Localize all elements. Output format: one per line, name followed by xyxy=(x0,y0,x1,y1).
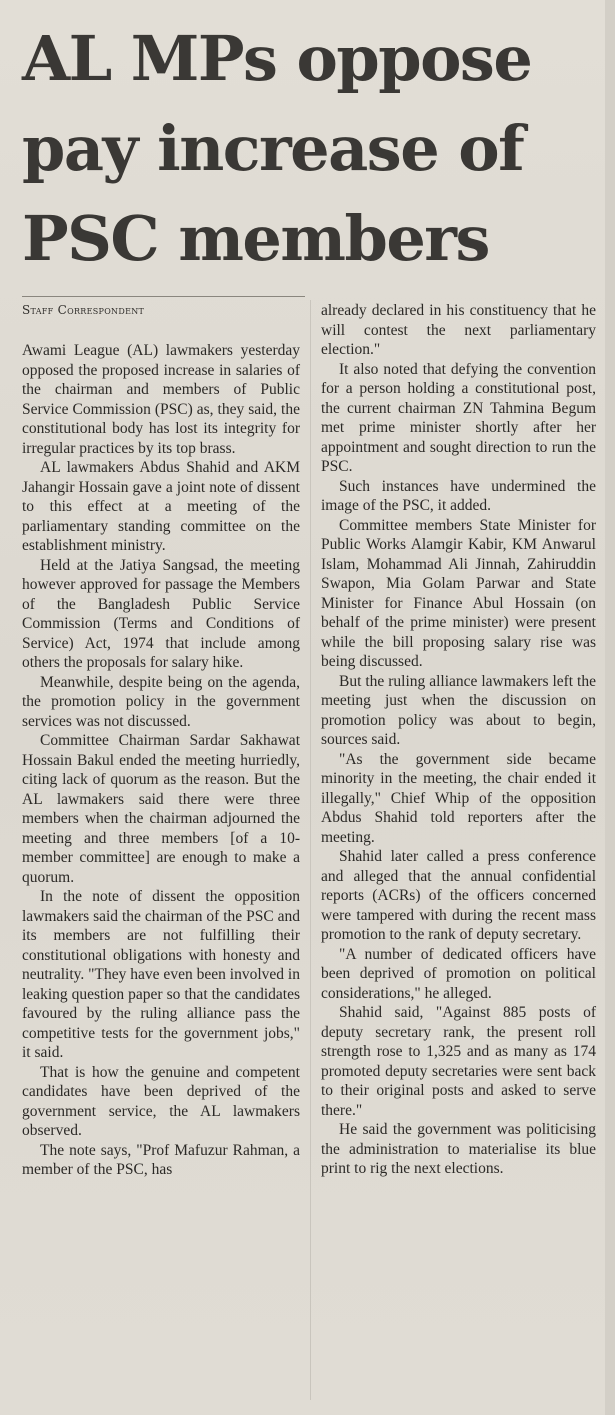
byline-rule xyxy=(22,296,305,297)
headline xyxy=(22,14,597,284)
paragraph: The note says, "Prof Mafuzur Rahman, a member of the PSC, has xyxy=(22,1141,300,1178)
page-edge xyxy=(605,0,615,1415)
paragraph: Such instances have undermined the image of the PSC, it added. xyxy=(321,477,596,514)
article-column-2 xyxy=(321,301,596,1179)
paragraph: AL lawmakers Abdus Shahid and AKM Jahangir Hossain gave a joint note of dissent to this effect at a meeting of the parliamentary standing committee on the establishment ministry. xyxy=(22,459,300,554)
column-divider xyxy=(310,300,311,1400)
paragraph: Meanwhile, despite being on the agenda, the promotion policy in the government services was not discussed. xyxy=(22,673,300,730)
article-column-1 xyxy=(22,341,300,1180)
paragraph: Committee members State Minister for Public Works Alamgir Kabir, KM Anwarul Islam, Mohammad Ali Jinnah, Zahiruddin Swapon, Mia Golam Parwar and State Minister for Finance Abul Hossain (on behalf of the prime minister) were present while the bill proposing salary rise was being discussed. xyxy=(321,516,596,670)
paragraph: "As the government side became minority in the meeting, the chair ended it illegally," Chief Whip of the opposition Abdus Shahid told reporters after the meeting. xyxy=(321,750,596,846)
paragraph: Committee Chairman Sardar Sakhawat Hossain Bakul ended the meeting hurriedly, citing lack of quorum as the reason. But the AL lawmakers said there were three members when the chairman adjourned the meeting and three members [of a 10-member committee] are enough to make a quorum. xyxy=(22,732,300,886)
paragraph: But the ruling alliance lawmakers left the meeting just when the discussion on promotion policy was about to begin, sources said. xyxy=(321,672,596,748)
paragraph-continued: already declared in his constituency that he will contest the next parliamentary election." xyxy=(321,302,596,358)
paragraph: Awami League (AL) lawmakers yesterday opposed the proposed increase in salaries of the chairman and members of Public Service Commission (PSC) as, they said, the constitutional body has lost its integrity for irregular practices by its top brass. xyxy=(22,342,300,457)
headline-line-2: pay increase of xyxy=(22,112,524,185)
byline: Staff Correspondent xyxy=(22,303,145,317)
paragraph: "A number of dedicated officers have been deprived of promotion on political considerations," he alleged. xyxy=(321,945,596,1002)
paragraph: He said the government was politicising the administration to materialise its blue print to rig the next elections. xyxy=(321,1121,596,1177)
headline-line-1: AL MPs oppose xyxy=(22,22,532,95)
paragraph: Held at the Jatiya Sangsad, the meeting however approved for passage the Members of the Bangladesh Public Service Commission (Terms and Conditions of Service) Act, 1974 that include among others the proposals for salary hike. xyxy=(22,556,300,671)
headline-line-3: PSC members xyxy=(22,202,489,275)
paragraph: In the note of dissent the opposition lawmakers said the chairman of the PSC and its members are not fulfilling their constitutional obligations with honesty and neutrality. "They have even been involved in leaking question paper so that the candidates favoured by the ruling alliance pass the competitive tests for the government jobs," it said. xyxy=(22,888,300,1061)
paragraph: Shahid said, "Against 885 posts of deputy secretary rank, the present roll strength rose to 1,325 and as many as 174 promoted deputy secretaries were sent back to their original posts and asked to serve there." xyxy=(321,1004,596,1119)
paragraph: It also noted that defying the convention for a person holding a constitutional post, the current chairman ZN Tahmina Begum met prime minister shortly after her appointment and sought direction to run the PSC. xyxy=(321,360,596,475)
paragraph: Shahid later called a press conference and alleged that the annual confidential reports (ACRs) of the officers concerned were tampered with during the recent mass promotion to the rank of deputy secretary. xyxy=(321,848,596,943)
paragraph: That is how the genuine and competent candidates have been deprived of the government service, the AL lawmakers observed. xyxy=(22,1063,300,1139)
